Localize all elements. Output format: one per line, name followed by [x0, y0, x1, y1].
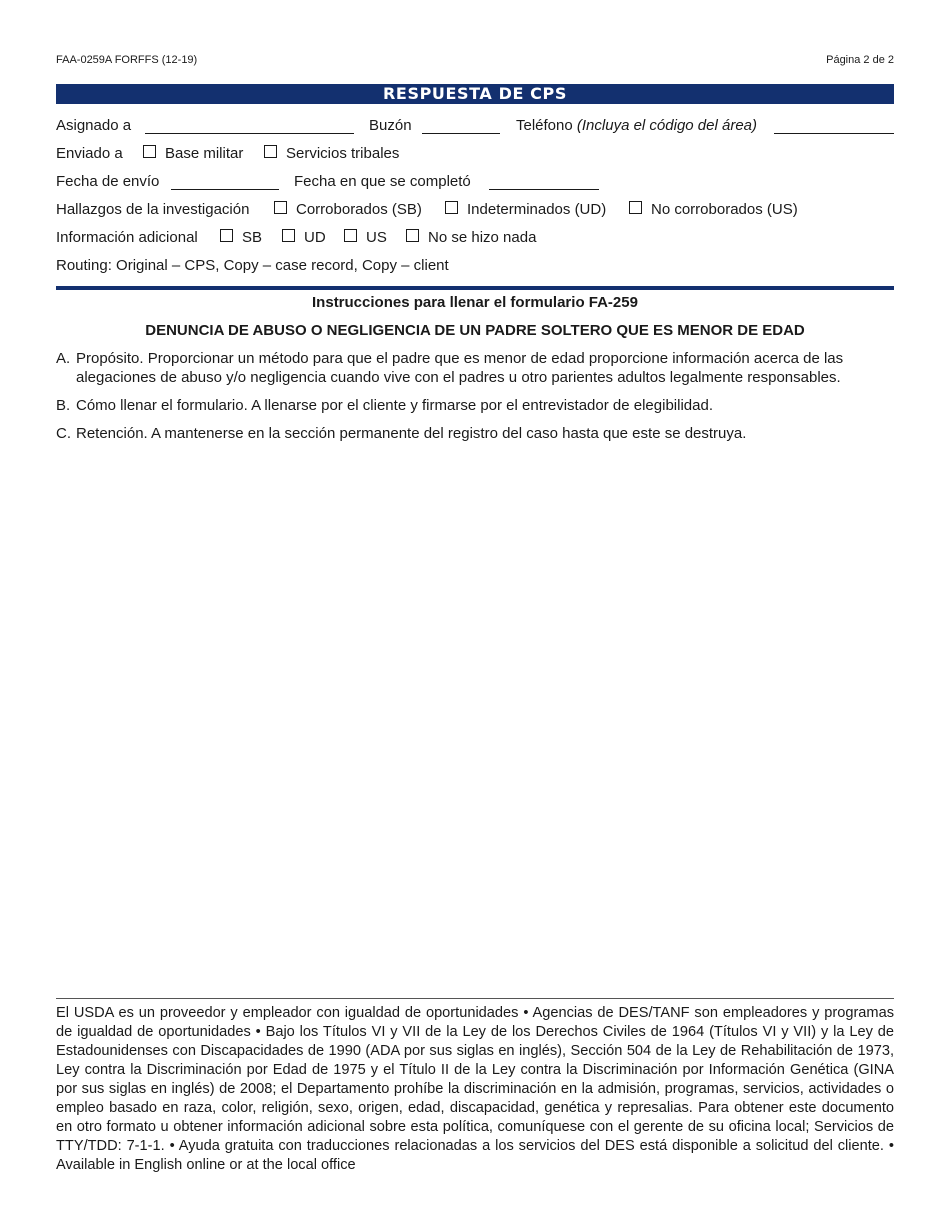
page-number: Página 2 de 2	[826, 54, 894, 66]
sb-checkbox[interactable]	[220, 229, 233, 242]
military-base-checkbox[interactable]	[143, 145, 156, 158]
substantiated-label: Corroborados (SB)	[296, 201, 422, 218]
mailbox-field[interactable]	[422, 133, 500, 134]
instruction-item-b	[56, 396, 894, 415]
sent-to-label: Enviado a	[56, 145, 123, 162]
section-divider	[56, 286, 894, 290]
form-id: FAA-0259A FORFFS (12-19)	[56, 54, 198, 66]
completed-date-label: Fecha en que se completó	[294, 173, 471, 190]
findings-label: Hallazgos de la investigación	[56, 201, 250, 218]
additional-info-label: Información adicional	[56, 229, 198, 246]
tribal-services-checkbox[interactable]	[264, 145, 277, 158]
dates-row	[56, 172, 894, 192]
military-base-label: Base militar	[165, 145, 244, 162]
phone-label: Teléfono (Incluya el código del área)	[516, 117, 757, 134]
unsubstantiated-label: No corroborados (US)	[651, 201, 798, 218]
substantiated-checkbox[interactable]	[274, 201, 287, 214]
undetermined-checkbox[interactable]	[445, 201, 458, 214]
instruction-item-label: C.	[56, 425, 71, 442]
section-title: RESPUESTA DE CPS	[56, 84, 894, 104]
footer-notice: El USDA es un proveedor y empleador con igualdad de oportunidades • Agencias de DES/TANF son empleadores y programas de igualdad de oportunidades • Bajo los Títulos VI y VII de la Ley de los Derechos Civiles de 1964 (Títulos VI y VII) y la Ley de Estadounidenses con Discapacidades de 1990 (ADA por sus siglas en inglés), Sección 504 de la Ley de Rehabilitación de 1973, Ley contra la Discriminación por Edad de 1975 y el Título II de la Ley contra la Discriminación por Información Genética (GINA por sus siglas en inglés) de 2008; el Departamento prohíbe la discriminación en la admisión, programas, servicios, actividades o empleo basado en raza, color, religión, sexo, origen, edad, discapacidad, genética y represalias. Para obtener este documento en otro formato u obtener información adicional sobre esta política, comuníquese con el gerente de su oficina local; Servicios de TTY/TDD: 7-1-1. • Ayuda gratuita con traducciones relacionadas a los servicios del DES está disponible a solicitud del cliente. • Available in English online or at the local office	[56, 1005, 894, 1173]
additional-info-row	[56, 228, 894, 248]
instruction-item-a	[56, 349, 894, 387]
unsubstantiated-checkbox[interactable]	[629, 201, 642, 214]
page-header	[56, 54, 894, 68]
form-page	[56, 0, 894, 1230]
ud-checkbox[interactable]	[282, 229, 295, 242]
tribal-services-label: Servicios tribales	[286, 145, 400, 162]
undetermined-label: Indeterminados (UD)	[467, 201, 607, 218]
routing-row	[56, 256, 894, 276]
completed-date-field[interactable]	[489, 189, 599, 190]
instruction-item-text: Retención. A mantenerse en la sección permanente del registro del caso hasta que este se destruya.	[76, 425, 747, 442]
us-checkbox[interactable]	[344, 229, 357, 242]
routing-text: Routing: Original – CPS, Copy – case record, Copy – client	[56, 257, 449, 274]
instruction-item-label: A.	[56, 350, 71, 367]
us-label: US	[366, 229, 387, 246]
instruction-item-label: B.	[56, 397, 71, 414]
instruction-item-text: Cómo llenar el formulario. A llenarse por el cliente y firmarse por el entrevistador de elegibilidad.	[76, 397, 713, 414]
sent-to-row	[56, 144, 894, 164]
assigned-to-label: Asignado a	[56, 117, 132, 134]
instructions-subtitle: DENUNCIA DE ABUSO O NEGLIGENCIA DE UN PADRE SOLTERO QUE ES MENOR DE EDAD	[145, 322, 805, 339]
assigned-to-field[interactable]	[145, 133, 354, 134]
mailbox-label: Buzón	[369, 117, 412, 134]
instruction-item-text: Propósito. Proporcionar un método para que el padre que es menor de edad proporcione información acerca de las alegaciones de abuso y/o negligencia cuando vive con el padres u otro parientes adultos legalmente responsables.	[76, 350, 844, 386]
nothing-done-label: No se hizo nada	[428, 229, 537, 246]
findings-row	[56, 200, 894, 220]
assignment-row	[56, 116, 894, 136]
instructions-title: Instrucciones para llenar el formulario FA-259	[312, 294, 638, 311]
send-date-label: Fecha de envío	[56, 173, 160, 190]
footer-rule	[56, 998, 894, 999]
send-date-field[interactable]	[171, 189, 279, 190]
phone-note: (Incluya el código del área)	[576, 117, 757, 134]
ud-label: UD	[304, 229, 326, 246]
sb-label: SB	[242, 229, 263, 246]
nothing-done-checkbox[interactable]	[406, 229, 419, 242]
instruction-item-c	[56, 424, 894, 443]
phone-field[interactable]	[774, 133, 894, 134]
